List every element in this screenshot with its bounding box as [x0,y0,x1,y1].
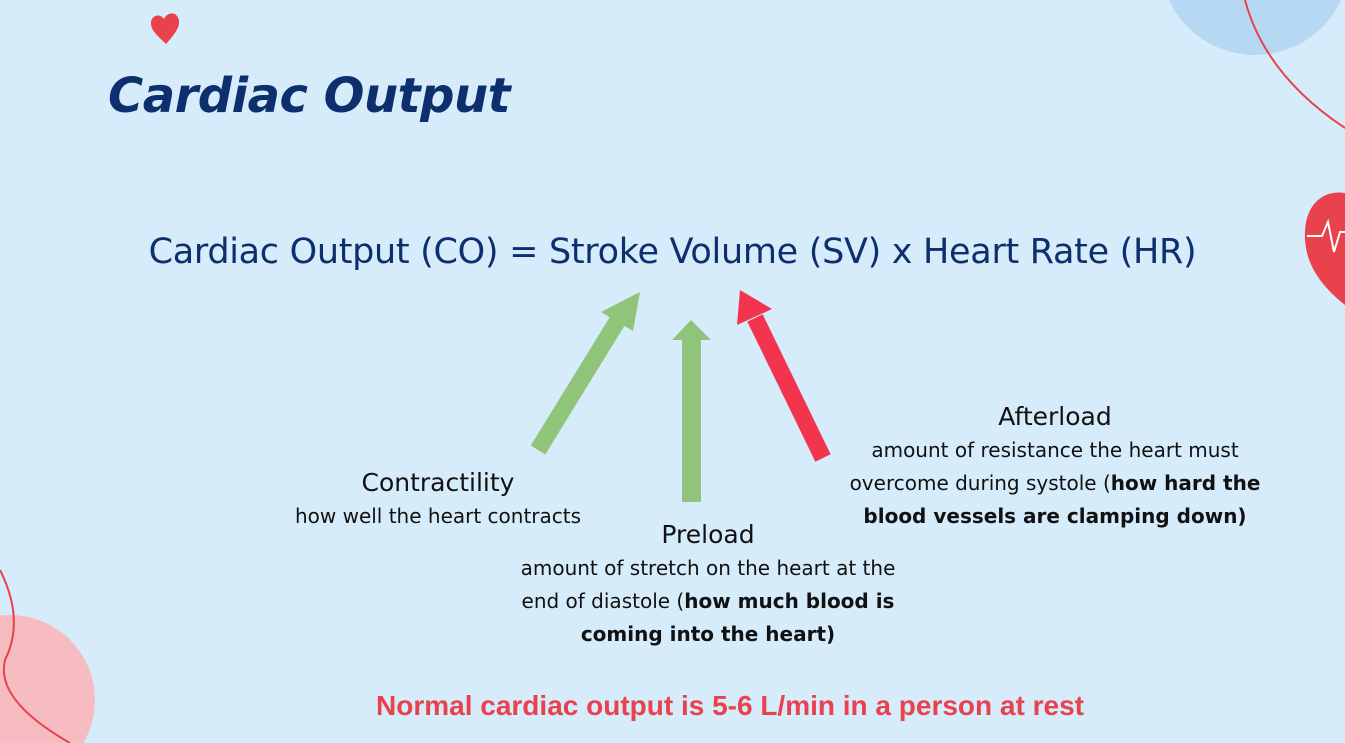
top-right-blob [1160,0,1345,55]
afterload-description-line3 [820,500,1290,533]
normal-output-note: Normal cardiac output is 5-6 L/min in a person at rest [376,690,1084,721]
afterload-label [820,400,1290,533]
preload-description-bold: how much blood is [684,589,895,613]
preload-description-line2 [478,585,938,618]
preload-description-bold-2: coming into the heart) [580,622,836,646]
contractility-arrow [538,292,640,450]
afterload-arrow [737,290,823,458]
preload-description-line3 [478,618,938,651]
afterload-description-bold: how hard the [1110,471,1261,495]
preload-description [478,552,938,651]
afterload-description-bold-2: blood vessels are clamping down) [863,504,1247,528]
afterload-description-plain: overcome during systole ( [849,471,1111,495]
preload-description-plain: end of diastole ( [521,589,685,613]
afterload-heading: Afterload [998,402,1112,431]
bottom-left-blob [0,615,95,743]
preload-description-line1: amount of stretch on the heart at the [520,556,896,580]
preload-label [478,518,938,651]
afterload-description [820,434,1290,533]
contractility-heading: Contractility [361,468,515,497]
afterload-description-line1: amount of resistance the heart must [871,438,1239,462]
heart-icon [151,13,179,44]
cardiac-output-formula: Cardiac Output (CO) = Stroke Volume (SV) x Heart Rate (HR) [148,232,1197,272]
preload-arrow [672,320,711,502]
afterload-description-line2 [820,467,1290,500]
contractility-description: how well the heart contracts [294,504,582,528]
slide-title: Cardiac Output [108,68,511,124]
preload-heading: Preload [661,520,755,549]
